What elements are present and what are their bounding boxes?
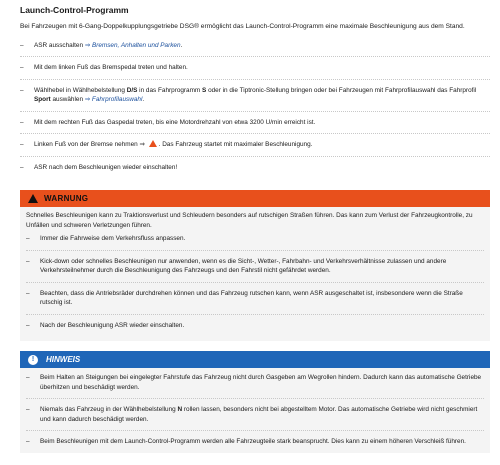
step-item: – Wählhebel in Wählhebelstellung D/S in das Fahrprogramm S oder in die Tiptronic-Stellung bringen oder bei Fahrzeugen mit Fahrprofilauswahl das Fahrprofil Sport auswählen ⇒ Fahrprofilauswahl. xyxy=(20,86,490,112)
step-item: – Mit dem rechten Fuß das Gaspedal treten, bis eine Motordrehzahl von etwa 3200 U/min erreicht ist. xyxy=(20,118,490,135)
warning-item: – Beachten, dass die Antriebsräder durchdrehen können und das Fahrzeug rutschen kann, wenn ASR ausgeschaltet ist, insbesondere wenn die Straße rutschig ist. xyxy=(26,289,484,315)
warning-box xyxy=(20,190,490,341)
note-heading: HINWEIS xyxy=(46,355,81,364)
note-item: – Niemals das Fahrzeug in der Wählhebelstellung N rollen lassen, besonders nicht bei abgestelltem Motor. Das automatische Getriebe wird nicht geschmiert und kann dadurch beschädigt werden. xyxy=(26,405,484,431)
step-item: – ASR ausschalten ⇒ Bremsen, Anhalten und Parken. xyxy=(20,41,490,58)
link-drive-profile[interactable]: ⇒ Fahrprofilauswahl xyxy=(84,96,143,103)
link-brakes[interactable]: ⇒ Bremsen, Anhalten und Parken xyxy=(84,41,181,49)
note-body xyxy=(20,368,490,453)
info-icon: ! xyxy=(28,355,38,365)
section-title: Launch-Control-Programm xyxy=(20,5,129,15)
note-item: – Beim Halten an Steigungen bei eingelegter Fahrstufe das Fahrzeug nicht durch Gasgeben am Wegrollen hindern. Dadurch kann das automatische Getriebe überhitzen und beschädigt werden. xyxy=(26,373,484,399)
intro-text: Bei Fahrzeugen mit 6-Gang-Doppelkupplungsgetriebe DSG® ermöglicht das Launch-Control-Programm eine maximale Beschleunigung aus dem Stand. xyxy=(20,23,465,30)
step-item: – ASR nach dem Beschleunigen wieder einschalten! xyxy=(20,163,178,171)
warning-triangle-icon xyxy=(28,194,38,203)
note-header xyxy=(20,351,490,368)
note-box xyxy=(20,351,490,453)
note-item: – Beim Beschleunigen mit dem Launch-Control-Programm werden alle Fahrzeugteile stark beansprucht. Dies kann zu einem höheren Verschleiß führen. xyxy=(26,438,466,445)
warning-item: – Kick-down oder schnelles Beschleunigen nur anwenden, wenn es die Sicht-, Wetter-, Fahrbahn- und Verkehrsverhältnisse zulassen und andere Verkehrsteilnehmer durch die Beschleunigung des Fahrzeugs und den Fahrstil nicht gefährdet werden. xyxy=(26,257,484,283)
warning-body xyxy=(20,207,490,341)
warning-item: – Nach der Beschleunigung ASR wieder einschalten. xyxy=(26,321,185,329)
warning-header xyxy=(20,190,490,207)
step-item: – Mit dem linken Fuß das Bremspedal treten und halten. xyxy=(20,63,490,80)
warning-item: – Immer die Fahrweise dem Verkehrsfluss anpassen. xyxy=(26,234,484,251)
warning-reference-icon[interactable] xyxy=(149,140,157,147)
step-item: – Linken Fuß von der Bremse nehmen ⇒ . Das Fahrzeug startet mit maximaler Beschleunigung. xyxy=(20,140,490,157)
warning-text: Schnelles Beschleunigen kann zu Traktionsverlust und Schleudern besonders auf rutschigen Straßen führen. Das kann zum Verlust der Fahrzeugkontrolle, zu Unfällen und schweren Verletzungen führen. xyxy=(26,212,473,229)
warning-heading: WARNUNG xyxy=(44,194,89,203)
steps-list xyxy=(20,41,490,179)
